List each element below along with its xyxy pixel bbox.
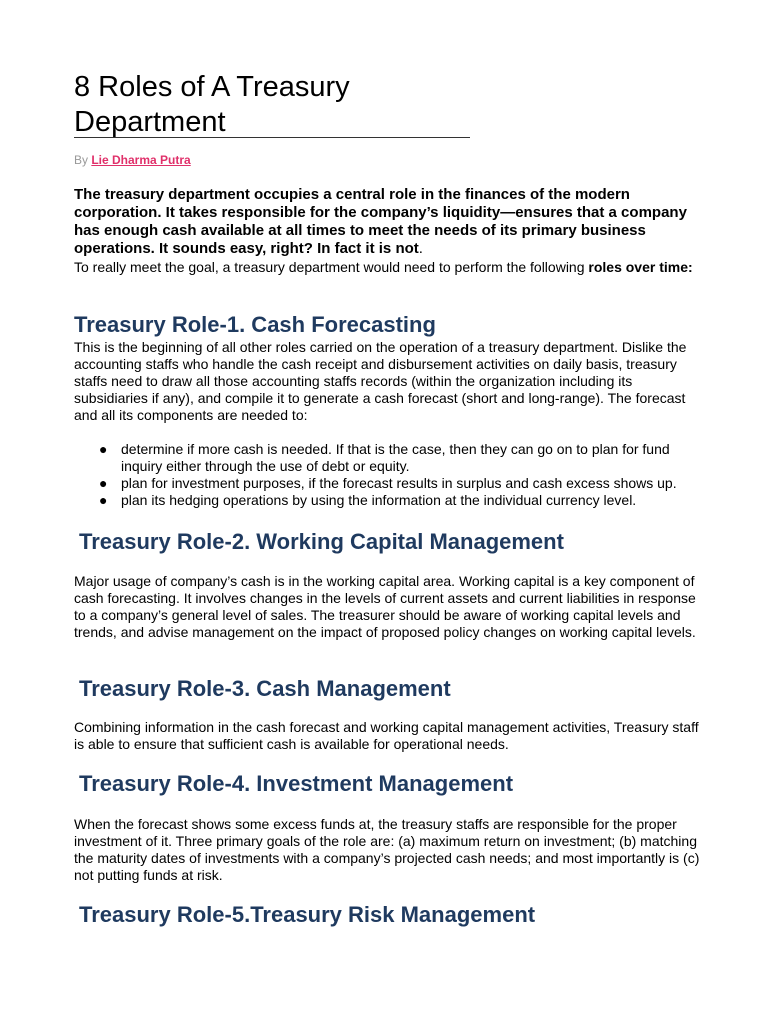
- page-title: 8 Roles of A Treasury Department: [74, 71, 350, 138]
- list-item-text: determine if more cash is needed. If that is the case, then they can go on to plan for fund inquiry either through the use of debt or equity.: [121, 441, 670, 474]
- intro-bold-text: roles over time:: [588, 259, 693, 275]
- section-heading-role-3: Treasury Role-3. Cash Management: [79, 676, 451, 701]
- lead-bold-text: The treasury department occupies a central role in the finances of the modern corporation. It takes responsible for the company’s liquidity—ensures that a company has enough cash available at all times to meet the needs of its primary business operations. It sounds easy, right? In fact it is not: [74, 186, 687, 257]
- bullet-dot-icon: ●: [99, 492, 108, 508]
- list-item: [74, 441, 704, 475]
- section-body-role-1: This is the beginning of all other roles carried on the operation of a treasury department. Dislike the accounting staffs who handle the cash receipt and disbursement activities on daily basis, treasury staffs need to draw all those accounting staffs records (within the organization including its subsidiaries if any), and compile it to generate a cash forecast (short and long-range). The forecast and all its components are needed to:: [74, 339, 687, 423]
- list-item-text: plan for investment purposes, if the forecast results in surplus and cash excess shows up.: [121, 475, 677, 491]
- title-divider: [74, 137, 470, 138]
- list-item: [74, 492, 704, 509]
- section-heading-role-2: Treasury Role-2. Working Capital Management: [79, 529, 564, 554]
- lead-end: .: [418, 240, 423, 257]
- role-1-bullet-list: [74, 441, 704, 509]
- section-body-role-2: Major usage of company’s cash is in the working capital area. Working capital is a key component of cash forecasting. It involves changes in the levels of current assets and current liabilities in response to a company’s general level of sales. The treasurer should be aware of working capital levels and trends, and advise management on the impact of proposed policy changes on working capital levels.: [74, 573, 696, 640]
- section-heading-role-1: Treasury Role-1. Cash Forecasting: [74, 312, 436, 337]
- section-heading-role-5: Treasury Role-5.Treasury Risk Management: [79, 902, 536, 927]
- byline: [74, 153, 191, 167]
- section-heading-role-4: Treasury Role-4. Investment Management: [79, 771, 514, 796]
- section-body-role-4: When the forecast shows some excess funds at, the treasury staffs are responsible for the proper investment of it. Three primary goals of the role are: (a) maximum return on investment; (b) matching the maturity dates of investments with a company’s projected cash needs; and most importantly is (c) not putting funds at risk.: [74, 816, 700, 883]
- lead-paragraph: [74, 186, 704, 258]
- intro-text: To really meet the goal, a treasury department would need to perform the following: [74, 259, 589, 275]
- bullet-dot-icon: ●: [99, 441, 108, 457]
- list-item: [74, 475, 704, 492]
- author-link[interactable]: Lie Dharma Putra: [91, 153, 191, 167]
- byline-prefix: By: [74, 153, 92, 167]
- list-item-text: plan its hedging operations by using the information at the individual currency level.: [121, 492, 637, 508]
- bullet-dot-icon: ●: [99, 475, 108, 491]
- section-body-role-3: Combining information in the cash forecast and working capital management activities, Treasury staff is able to ensure that sufficient cash is available for operational needs.: [74, 719, 699, 752]
- intro-paragraph: [74, 259, 704, 276]
